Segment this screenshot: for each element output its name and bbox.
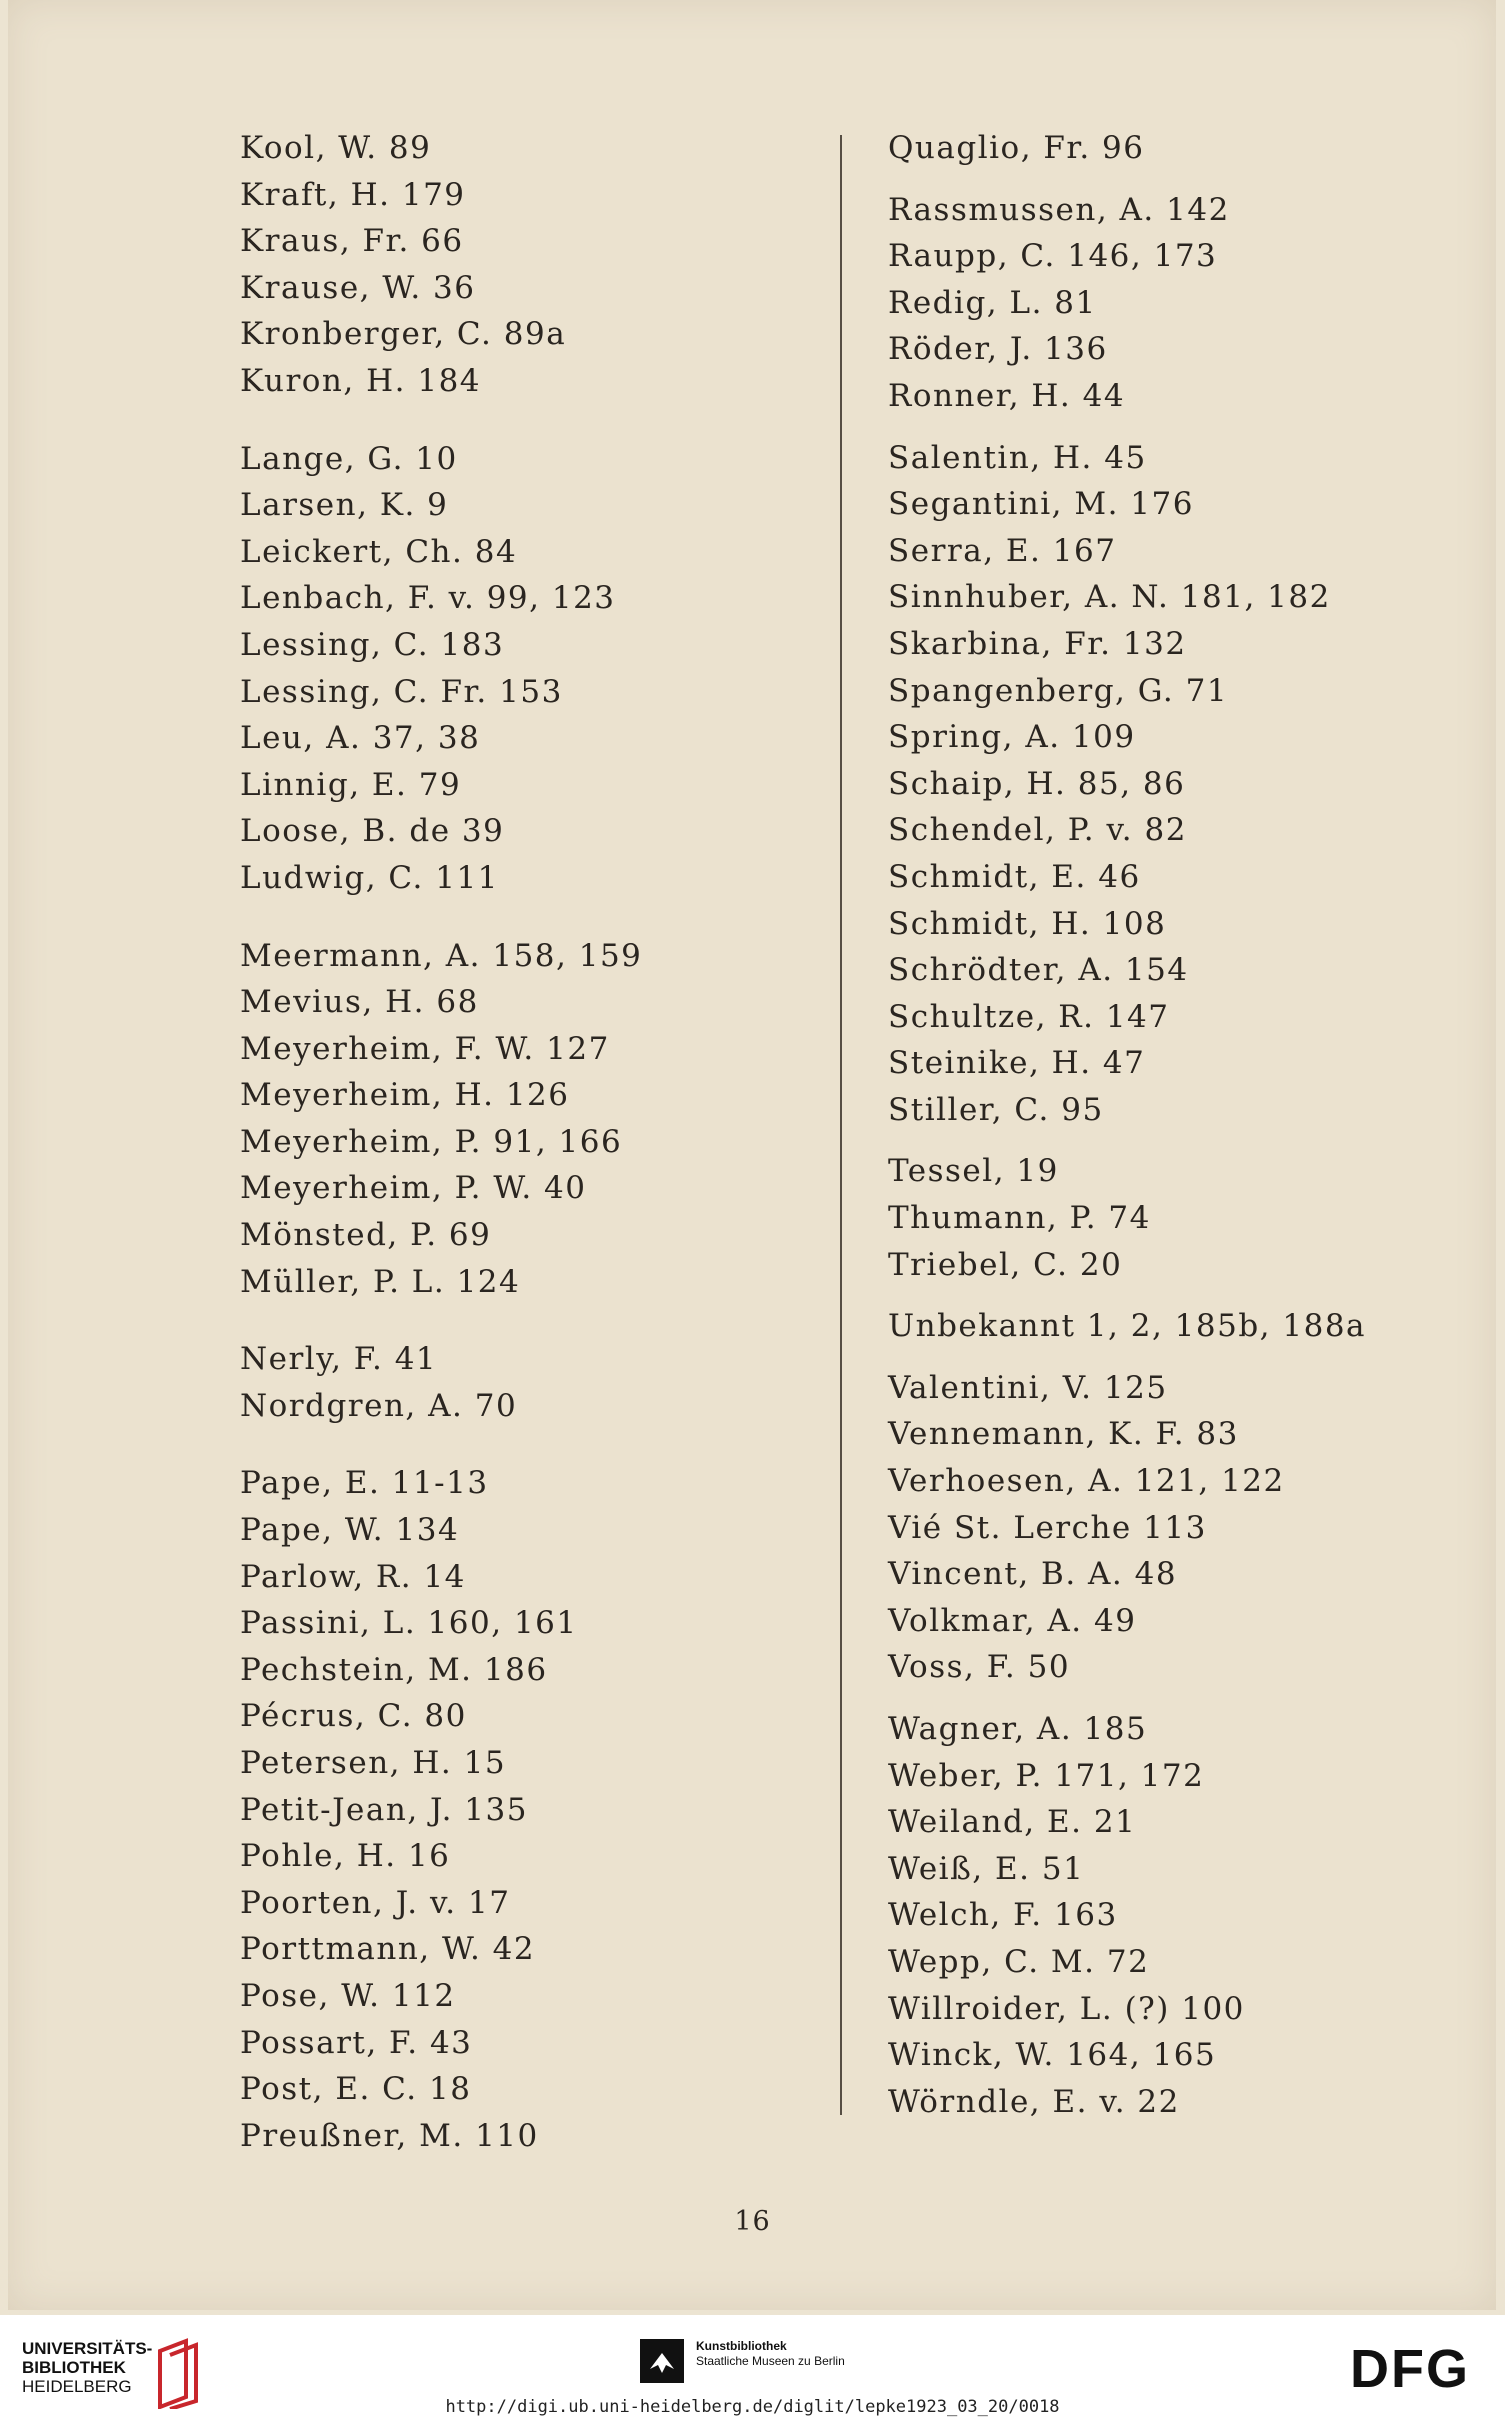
eagle-icon xyxy=(640,2339,684,2383)
index-entry: Lenbach, F. v. 99, 123 xyxy=(240,580,616,617)
index-entry: Lange, G. 10 xyxy=(240,440,458,477)
index-entry: Serra, E. 167 xyxy=(888,532,1117,569)
index-entry: Meyerheim, H. 126 xyxy=(240,1077,570,1114)
column-divider xyxy=(840,135,842,2115)
index-entry: Wagner, A. 185 xyxy=(888,1711,1148,1747)
university-line: UNIVERSITÄTS- xyxy=(22,2339,153,2358)
index-entry: Triebel, C. 20 xyxy=(888,1246,1123,1283)
index-entry: Kraft, H. 179 xyxy=(240,176,466,213)
index-entry: Schrödter, A. 154 xyxy=(888,952,1189,989)
index-entry: Kool, W. 89 xyxy=(240,130,432,166)
index-entry: Müller, P. L. 124 xyxy=(240,1263,521,1300)
index-entry: Nerly, F. 41 xyxy=(240,1341,438,1378)
index-entry: Vennemann, K. F. 83 xyxy=(888,1416,1239,1453)
dfg-logo[interactable] xyxy=(1335,2337,1485,2397)
kunstbibliothek-logo[interactable] xyxy=(640,2329,900,2389)
index-entry: Passini, L. 160, 161 xyxy=(240,1605,578,1642)
index-entry: Valentini, V. 125 xyxy=(888,1369,1168,1406)
index-entry: Unbekannt 1, 2, 185b, 188a xyxy=(888,1308,1367,1345)
index-entry: Weiland, E. 21 xyxy=(888,1804,1137,1841)
index-entry: Sinnhuber, A. N. 181, 182 xyxy=(888,579,1331,616)
index-entry: Ludwig, C. 111 xyxy=(240,859,499,896)
museen-label: Staatliche Museen zu Berlin xyxy=(696,2354,845,2368)
dfg-logo-text: DFG xyxy=(1350,2339,1470,2397)
index-entry: Weber, P. 171, 172 xyxy=(888,1757,1205,1794)
index-entry: Ronner, H. 44 xyxy=(888,377,1126,414)
index-entry: Mönsted, P. 69 xyxy=(240,1217,492,1254)
index-entry: Possart, F. 43 xyxy=(240,2024,473,2061)
index-entry: Schaip, H. 85, 86 xyxy=(888,765,1186,802)
university-name xyxy=(22,2339,152,2396)
index-entry: Mevius, H. 68 xyxy=(240,984,479,1021)
index-entry: Stiller, C. 95 xyxy=(888,1091,1104,1128)
index-entry: Preußner, M. 110 xyxy=(240,2117,539,2154)
index-entry: Lessing, C. 183 xyxy=(240,626,505,663)
index-entry: Schmidt, E. 46 xyxy=(888,858,1141,895)
index-entry: Rassmussen, A. 142 xyxy=(888,191,1230,228)
index-entry: Larsen, K. 9 xyxy=(240,487,449,524)
index-entry: Raupp, C. 146, 173 xyxy=(888,238,1218,275)
index-entry: Lessing, C. Fr. 153 xyxy=(240,673,563,710)
index-entry: Weiß, E. 51 xyxy=(888,1850,1085,1887)
index-entry: Skarbina, Fr. 132 xyxy=(888,625,1187,662)
index-entry: Linnig, E. 79 xyxy=(240,766,462,803)
index-entry: Vié St. Lerche 113 xyxy=(888,1509,1207,1546)
index-entry: Segantini, M. 176 xyxy=(888,486,1194,523)
index-entry: Wörndle, E. v. 22 xyxy=(888,2083,1180,2120)
index-entry: Poorten, J. v. 17 xyxy=(240,1884,511,1921)
index-entry: Meyerheim, P. 91, 166 xyxy=(240,1123,623,1160)
index-entry: Spangenberg, G. 71 xyxy=(888,672,1229,709)
index-entry: Pécrus, C. 80 xyxy=(240,1698,467,1735)
index-entry: Petersen, H. 15 xyxy=(240,1745,507,1781)
index-entry: Winck, W. 164, 165 xyxy=(888,2037,1217,2074)
index-entry: Redig, L. 81 xyxy=(888,284,1097,321)
page-number: 16 xyxy=(734,2206,771,2237)
index-entry: Spring, A. 109 xyxy=(888,719,1136,756)
index-entry: Vincent, B. A. 48 xyxy=(888,1556,1178,1593)
index-entry: Kraus, Fr. 66 xyxy=(240,223,464,260)
index-column-left xyxy=(240,125,800,2159)
index-entry: Welch, F. 163 xyxy=(888,1897,1118,1934)
index-entry: Wepp, C. M. 72 xyxy=(888,1943,1150,1980)
index-entry: Steinike, H. 47 xyxy=(888,1045,1146,1082)
book-page xyxy=(8,0,1496,2310)
university-line: BIBLIOTHEK xyxy=(22,2358,126,2377)
university-line: HEIDELBERG xyxy=(22,2377,132,2396)
index-entry: Pape, E. 11-13 xyxy=(240,1465,489,1502)
index-entry: Loose, B. de 39 xyxy=(240,813,505,850)
index-entry: Thumann, P. 74 xyxy=(888,1200,1151,1237)
index-entry: Schendel, P. v. 82 xyxy=(888,812,1187,849)
index-entry: Pose, W. 112 xyxy=(240,1977,456,2014)
index-entry: Petit-Jean, J. 135 xyxy=(240,1791,528,1828)
index-entry: Meermann, A. 158, 159 xyxy=(240,937,643,974)
index-entry: Leu, A. 37, 38 xyxy=(240,720,481,757)
index-entry: Schultze, R. 147 xyxy=(888,998,1170,1035)
index-entry: Parlow, R. 14 xyxy=(240,1558,466,1595)
index-entry: Voss, F. 50 xyxy=(888,1649,1071,1686)
index-entry: Post, E. C. 18 xyxy=(240,2071,472,2108)
index-entry: Willroider, L. (?) 100 xyxy=(888,1990,1245,2027)
index-entry: Meyerheim, P. W. 40 xyxy=(240,1170,587,1207)
index-entry: Verhoesen, A. 121, 122 xyxy=(888,1463,1285,1500)
index-entry: Krause, W. 36 xyxy=(240,269,476,306)
index-column-right xyxy=(888,125,1448,2125)
index-entry: Pohle, H. 16 xyxy=(240,1838,451,1875)
index-entry: Kuron, H. 184 xyxy=(240,362,482,399)
index-entry: Kronberger, C. 89a xyxy=(240,316,567,353)
index-entry: Nordgren, A. 70 xyxy=(240,1387,518,1424)
index-entry: Röder, J. 136 xyxy=(888,331,1108,368)
kunstbibliothek-text xyxy=(696,2339,845,2369)
index-entry: Schmidt, H. 108 xyxy=(888,905,1167,942)
index-entry: Salentin, H. 45 xyxy=(888,439,1147,476)
index-entry: Pechstein, M. 186 xyxy=(240,1651,548,1688)
index-entry: Meyerheim, F. W. 127 xyxy=(240,1030,610,1067)
index-entry: Tessel, 19 xyxy=(888,1153,1059,1190)
index-entry: Volkmar, A. 49 xyxy=(888,1602,1137,1639)
index-entry: Pape, W. 134 xyxy=(240,1512,460,1549)
kunstbibliothek-label: Kunstbibliothek xyxy=(696,2339,787,2353)
source-url[interactable]: http://digi.ub.uni-heidelberg.de/diglit/lepke1923_03_20/0018 xyxy=(445,2397,1060,2417)
index-entry: Quaglio, Fr. 96 xyxy=(888,130,1145,166)
index-entry: Leickert, Ch. 84 xyxy=(240,533,518,570)
footer-bar xyxy=(0,2315,1505,2422)
index-entry: Porttmann, W. 42 xyxy=(240,1931,536,1968)
